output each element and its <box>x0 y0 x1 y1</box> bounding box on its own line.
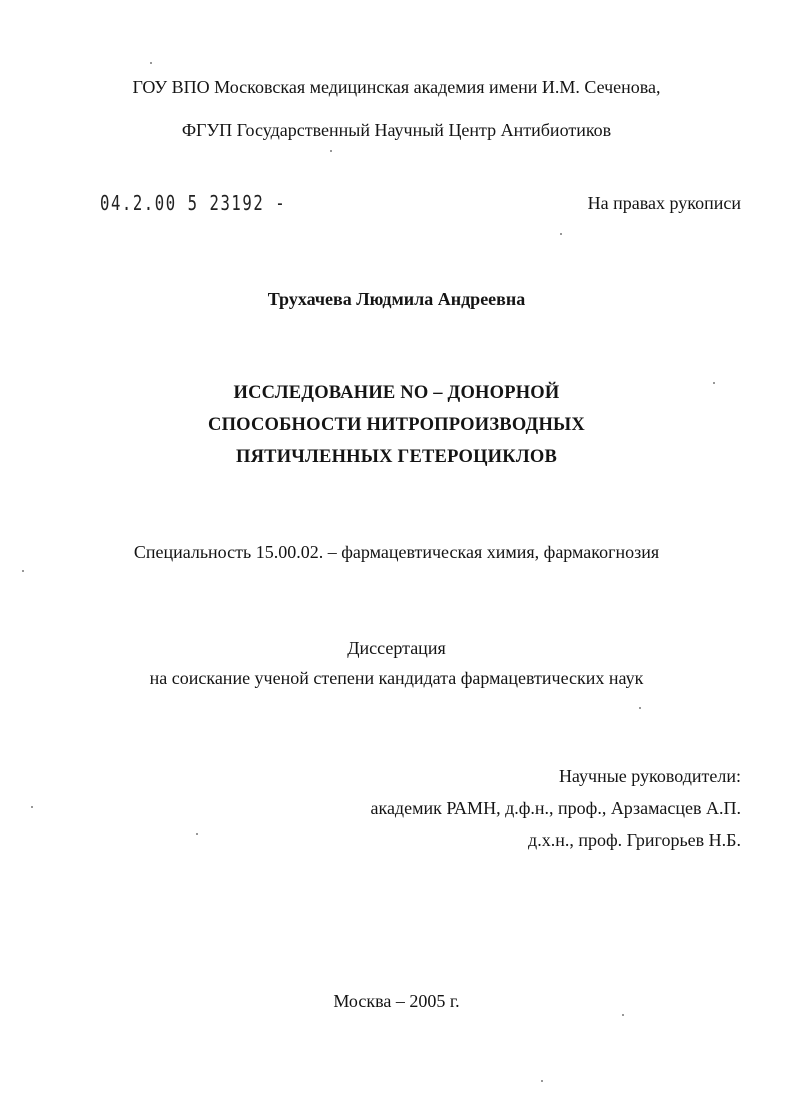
scan-speck <box>31 806 33 808</box>
dissertation-type: Диссертация <box>347 638 446 658</box>
scan-speck <box>560 233 562 235</box>
title-line-2: СПОСОБНОСТИ НИТРОПРОИЗВОДНЫХ <box>208 415 585 435</box>
registration-stamp: 04.2.00 5 23192 - <box>100 191 287 215</box>
author-name: Трухачева Людмила Андреевна <box>267 289 526 309</box>
scan-speck <box>196 833 198 835</box>
institution-line-1: ГОУ ВПО Московская медицинская академия имени И.М. Сеченова, <box>132 77 661 97</box>
scan-speck <box>330 150 332 152</box>
supervisor-1: академик РАМН, д.ф.н., проф., Арзамасцев А.П. <box>370 798 741 818</box>
scan-speck <box>541 1080 543 1082</box>
manuscript-note: На правах рукописи <box>587 193 741 213</box>
scan-speck <box>22 570 24 572</box>
title-line-3: ПЯТИЧЛЕННЫХ ГЕТЕРОЦИКЛОВ <box>236 447 557 467</box>
scan-speck <box>150 62 152 64</box>
title-line-1: ИССЛЕДОВАНИЕ NO – ДОНОРНОЙ <box>233 383 560 403</box>
institution-line-2: ФГУП Государственный Научный Центр Антибиотиков <box>181 120 612 140</box>
scan-speck <box>639 707 641 709</box>
scan-speck <box>713 382 715 384</box>
specialty: Специальность 15.00.02. – фармацевтическая химия, фармакогнозия <box>133 542 660 562</box>
scan-speck <box>622 1014 624 1016</box>
city-year: Москва – 2005 г. <box>333 991 460 1011</box>
supervisor-2: д.х.н., проф. Григорьев Н.Б. <box>528 830 741 850</box>
supervisors-heading: Научные руководители: <box>558 766 741 786</box>
degree-line: на соискание ученой степени кандидата фармацевтических наук <box>149 668 644 688</box>
